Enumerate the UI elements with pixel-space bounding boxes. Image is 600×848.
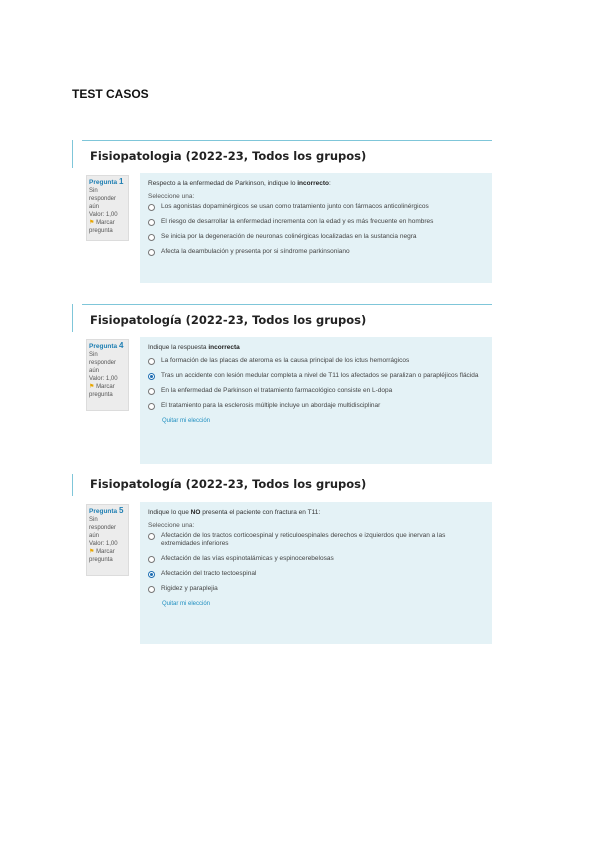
- radio-button[interactable]: [148, 533, 155, 540]
- course-title: Fisiopatología (2022-23, Todos los grupos): [90, 477, 367, 491]
- answer-option[interactable]: En la enfermedad de Parkinson el tratamiento farmacológico consiste en L-dopa: [148, 387, 484, 395]
- card-accent-line: [72, 474, 73, 496]
- radio-button[interactable]: [148, 219, 155, 226]
- flag-icon: ⚑: [89, 220, 95, 226]
- course-title: Fisiopatología (2022-23, Todos los grupos): [90, 313, 367, 327]
- question-info: [86, 175, 129, 241]
- answer-option[interactable]: La formación de las placas de ateroma es la causa principal de los ictus hemorrágicos: [148, 357, 484, 365]
- answer-option[interactable]: Afectación de los tractos corticoespinal y reticuloespinales derechos e izquierdos que inervan a las extremidades inferiores: [148, 532, 484, 548]
- answer-option[interactable]: El riesgo de desarrollar la enfermedad incrementa con la edad y es más frecuente en hombres: [148, 218, 484, 226]
- question-status: Sin responder aún: [89, 517, 117, 539]
- radio-button[interactable]: [148, 388, 155, 395]
- answer-option-selected[interactable]: Tras un accidente con lesión medular completa a nivel de T11 los afectados se paralizan o parapléjicos flácida: [148, 372, 484, 380]
- question-body: [140, 337, 492, 464]
- radio-button[interactable]: [148, 556, 155, 563]
- flag-question-button[interactable]: ⚑ Marcar pregunta: [89, 384, 115, 398]
- question-status: Sin responder aún: [89, 188, 117, 210]
- question-card-4: [72, 304, 492, 464]
- select-label: Seleccione una:: [148, 193, 195, 200]
- question-number: Pregunta 1: [89, 177, 124, 186]
- answer-option[interactable]: El tratamiento para la esclerosis múltiple incluye un abordaje multidisciplinar: [148, 402, 484, 410]
- question-info: [86, 339, 129, 411]
- answer-option[interactable]: Se inicia por la degeneración de neuronas colinérgicas localizadas en la sustancia negra: [148, 233, 484, 241]
- card-top-border: [82, 140, 492, 141]
- answer-option[interactable]: Afecta la deambulación y presenta por si síndrome parkinsoniano: [148, 248, 484, 256]
- radio-button[interactable]: [148, 403, 155, 410]
- flag-question-button[interactable]: ⚑ Marcar pregunta: [89, 549, 115, 563]
- flag-icon: ⚑: [89, 384, 95, 390]
- question-number: Pregunta 5: [89, 506, 124, 515]
- radio-button-checked[interactable]: [148, 571, 155, 578]
- flag-question-button[interactable]: ⚑ Marcar pregunta: [89, 220, 115, 234]
- radio-button[interactable]: [148, 358, 155, 365]
- question-status: Sin responder aún: [89, 352, 117, 374]
- answer-option-selected[interactable]: Afectación del tracto tectoespinal: [148, 570, 484, 578]
- answer-option[interactable]: Los agonistas dopaminérgicos se usan como tratamiento junto con fármacos anticolinérgicos: [148, 203, 484, 211]
- question-score: Valor: 1,00: [89, 376, 118, 382]
- question-card-1: [72, 140, 492, 285]
- question-body: [140, 502, 492, 644]
- flag-icon: ⚑: [89, 549, 95, 555]
- card-top-border: [82, 304, 492, 305]
- radio-button[interactable]: [148, 234, 155, 241]
- radio-button[interactable]: [148, 204, 155, 211]
- question-number: Pregunta 4: [89, 341, 124, 350]
- select-label: Seleccione una:: [148, 522, 195, 529]
- question-body: [140, 173, 492, 283]
- document-title: TEST CASOS: [72, 87, 149, 101]
- course-title: Fisiopatologia (2022-23, Todos los grupos): [90, 149, 367, 163]
- question-info: [86, 504, 129, 576]
- question-prompt: Indique lo que NO presenta el paciente con fractura en T11:: [148, 509, 321, 516]
- question-score: Valor: 1,00: [89, 212, 118, 218]
- question-score: Valor: 1,00: [89, 541, 118, 547]
- card-accent-line: [72, 140, 73, 168]
- clear-choice-link[interactable]: Quitar mi elección: [162, 601, 211, 607]
- answer-option[interactable]: Rigidez y paraplejia: [148, 585, 484, 593]
- radio-button[interactable]: [148, 249, 155, 256]
- question-prompt: Indique la respuesta incorrecta: [148, 344, 240, 351]
- question-card-5: [72, 474, 492, 646]
- radio-button[interactable]: [148, 586, 155, 593]
- answer-option[interactable]: Afectación de las vías espinotalámicas y espinocerebelosas: [148, 555, 484, 563]
- question-prompt: Respecto a la enfermedad de Parkinson, indique lo incorrecto:: [148, 180, 331, 187]
- card-accent-line: [72, 304, 73, 332]
- radio-button-checked[interactable]: [148, 373, 155, 380]
- clear-choice-link[interactable]: Quitar mi elección: [162, 418, 211, 424]
